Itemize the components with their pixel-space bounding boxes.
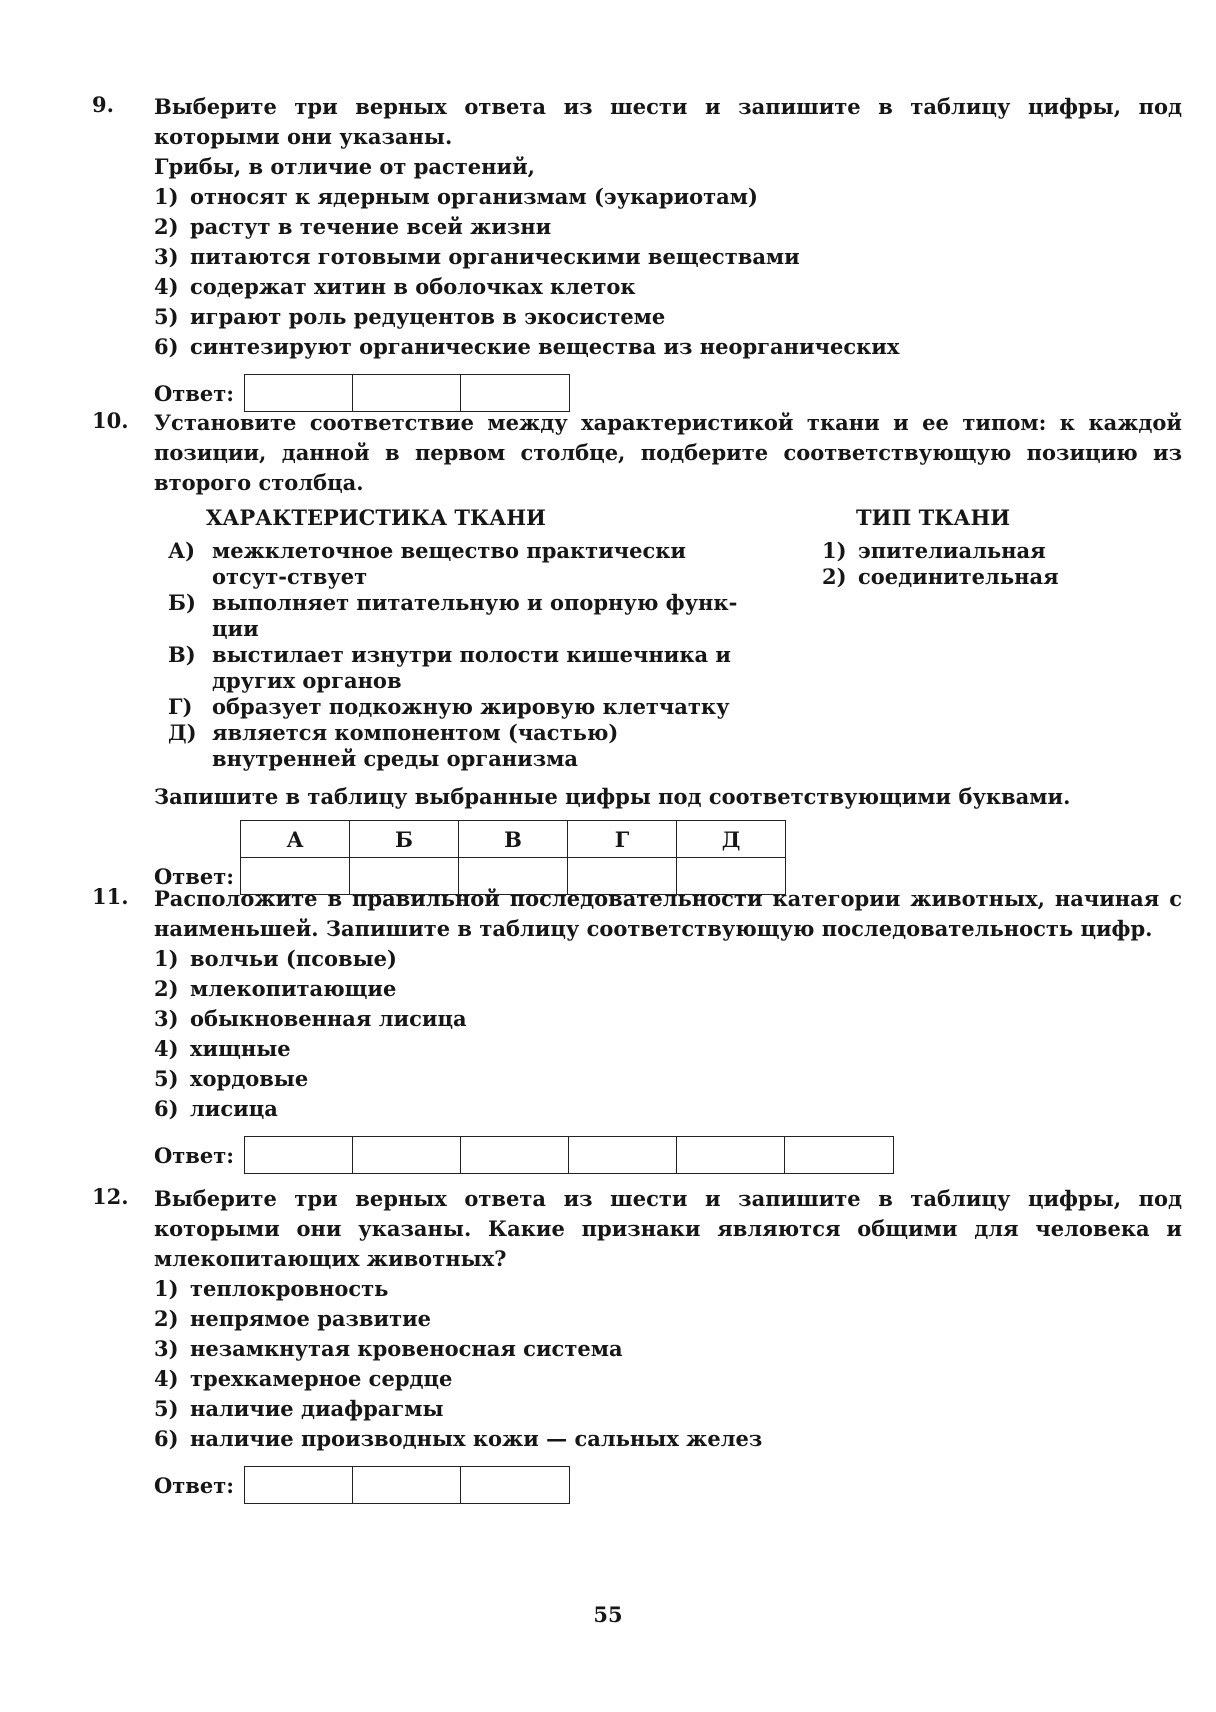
answer-cells [244,1466,570,1504]
matching-columns [154,502,1182,772]
characteristics-column [154,502,794,772]
answer-cell[interactable] [245,1467,353,1503]
characteristic-item: Б) выполняет питательную и опорную функ-ции [168,590,738,641]
characteristic-item: Г) образует подкожную жировую клетчатку [168,694,730,719]
answer-cells [244,374,570,412]
letters-row [241,821,786,858]
option-item: 5) хордовые [154,1066,309,1091]
option-item: 2) растут в течение всей жизни [154,214,552,239]
option-item: 6) лисица [154,1096,278,1121]
question-10 [92,408,1182,895]
letter-cell: Г [568,821,677,858]
answer-row [154,374,1182,412]
options-list [154,1274,1182,1454]
answer-cell[interactable] [569,1137,677,1173]
letter-cell: Д [677,821,786,858]
characteristics-header: ХАРАКТЕРИСТИКА ТКАНИ [206,505,546,530]
types-header: ТИП ТКАНИ [856,505,1011,530]
option-item: 2) млекопитающие [154,976,397,1001]
option-item: 2) непрямое развитие [154,1306,432,1331]
question-number: 9. [92,92,114,117]
option-item: 3) питаются готовыми органическими веществами [154,244,800,269]
answer-cell[interactable] [677,1137,785,1173]
answer-cell[interactable] [461,1467,569,1503]
answer-row [154,1466,1182,1504]
option-item: 3) обыкновенная лисица [154,1006,467,1031]
question-statement: Выберите три верных ответа из шести и запишите в таблицу цифры, под которыми они указаны. Какие признаки являются общими для человека и млекопитающих животных? [154,1186,1182,1271]
option-item: 1) относят к ядерным организмам (эукариотам) [154,184,758,209]
answer-label: Ответ: [154,1472,235,1498]
answer-cell[interactable] [245,375,353,411]
letter-cell: А [241,821,350,858]
question-12 [92,1184,1182,1504]
characteristic-item: В) выстилает изнутри полости кишечника и других органов [168,642,732,693]
option-item: 6) наличие производных кожи — сальных желез [154,1426,763,1451]
option-item: 5) играют роль редуцентов в экосистеме [154,304,666,329]
question-statement: Выберите три верных ответа из шести и запишите в таблицу цифры, под которыми они указаны. [154,94,1182,149]
question-lead: Грибы, в отличие от растений, [154,154,535,179]
answer-label: Ответ: [154,380,235,406]
question-9 [92,92,1182,412]
options-list [154,182,1182,362]
answer-label: Ответ: [154,864,235,889]
answer-cell[interactable] [353,375,461,411]
page-number: 55 [593,1602,623,1627]
answer-cell[interactable] [785,1137,893,1173]
answer-cell[interactable] [245,1137,353,1173]
type-item: 1) эпителиальная [822,538,1046,563]
answer-cells [244,1136,894,1174]
option-item: 5) наличие диафрагмы [154,1396,444,1421]
answer-row [154,1136,1182,1174]
option-item: 1) волчьи (псовые) [154,946,397,971]
type-item: 2) соединительная [822,564,1059,589]
option-item: 4) содержат хитин в оболочках клеток [154,274,636,299]
question-number: 11. [92,884,129,909]
answer-cell[interactable] [461,1137,569,1173]
answer-cell[interactable] [461,375,569,411]
option-item: 6) синтезируют органические вещества из неорганических [154,334,900,359]
question-number: 12. [92,1184,129,1209]
option-item: 1) теплокровность [154,1276,389,1301]
letter-cell: В [459,821,568,858]
question-statement: Расположите в правильной последовательности категории животных, начиная с наименьшей. Запишите в таблицу соответствующую последовательность цифр. [154,886,1182,941]
characteristic-item: А) межклеточное вещество практически отсут-ствует [168,538,686,589]
option-item: 3) незамкнутая кровеносная система [154,1336,623,1361]
instruction: Запишите в таблицу выбранные цифры под соответствующими буквами. [154,784,1071,809]
letter-cell: Б [350,821,459,858]
option-item: 4) хищные [154,1036,291,1061]
question-number: 10. [92,408,129,433]
characteristic-item: Д) является компонентом (частью) внутренней среды организма [168,720,619,771]
question-11 [92,884,1182,1174]
answer-label: Ответ: [154,1142,235,1168]
options-list [154,944,1182,1124]
types-column [814,502,1059,772]
option-item: 4) трехкамерное сердце [154,1366,453,1391]
question-statement: Установите соответствие между характеристикой ткани и ее типом: к каждой позиции, данной в первом столбце, подберите соответствующую позицию из второго столбца. [154,410,1182,495]
answer-cell[interactable] [353,1137,461,1173]
answer-cell[interactable] [353,1467,461,1503]
